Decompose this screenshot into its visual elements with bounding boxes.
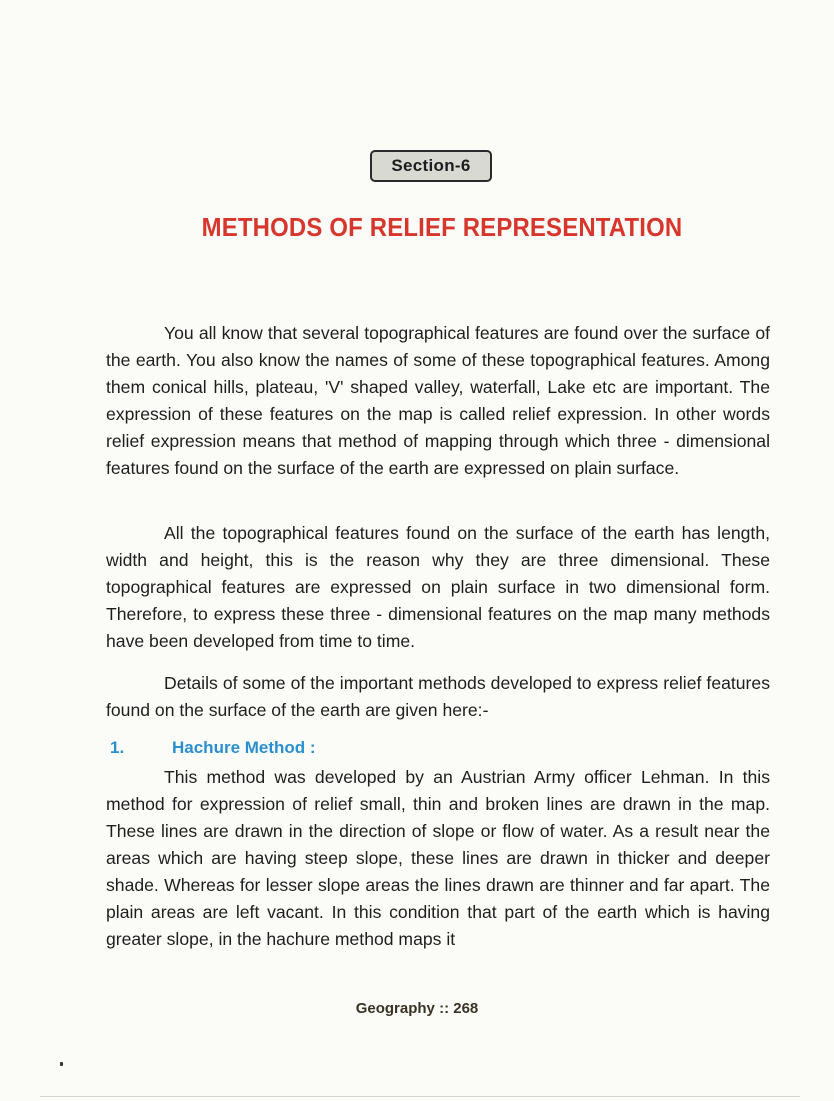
paragraph-intro: You all know that several topographical features are found over the surface of the earth. You also know the names of some of these topographical features. Among them conical hills, plateau, 'V' shaped valley, waterfall, Lake etc are important. The expression of these features on the map is called relief expression. In other words relief expression means that method of mapping through which three - dimensional features found on the surface of the earth are expressed on plain surface. <box>106 323 770 478</box>
page-footer: Geography :: 268 <box>355 1000 479 1017</box>
subheading-hachure-method <box>110 738 316 758</box>
page-bottom-edge <box>40 1096 800 1097</box>
section-label: Section-6 <box>391 156 471 175</box>
paragraph-dimensions: All the topographical features found on the surface of the earth has length, width and height, this is the reason why they are three dimensional. These topographical features are expressed on plain surface in two dimensional form. Therefore, to express these three - dimensional features on the map many methods have been developed from time to time. <box>106 523 770 651</box>
subheading-number: 1. <box>110 738 125 757</box>
paragraph-methods-intro: Details of some of the important methods developed to express relief features found on the surface of the earth are given here:- <box>106 673 770 720</box>
chapter-title: METHODS OF RELIEF REPRESENTATION <box>201 212 683 242</box>
section-label-box <box>370 150 492 182</box>
subheading-text: Hachure Method : <box>172 738 316 757</box>
scan-speck <box>60 1062 63 1066</box>
paragraph-hachure: This method was developed by an Austrian Army officer Lehman. In this method for expression of relief small, thin and broken lines are drawn in the map. These lines are drawn in the direction of slope or flow of water. As a result near the areas which are having steep slope, these lines are drawn in thicker and deeper shade. Whereas for lesser slope areas the lines drawn are thinner and far apart. The plain areas are left vacant. In this condition that part of the earth which is having greater slope, in the hachure method maps it <box>106 767 770 949</box>
